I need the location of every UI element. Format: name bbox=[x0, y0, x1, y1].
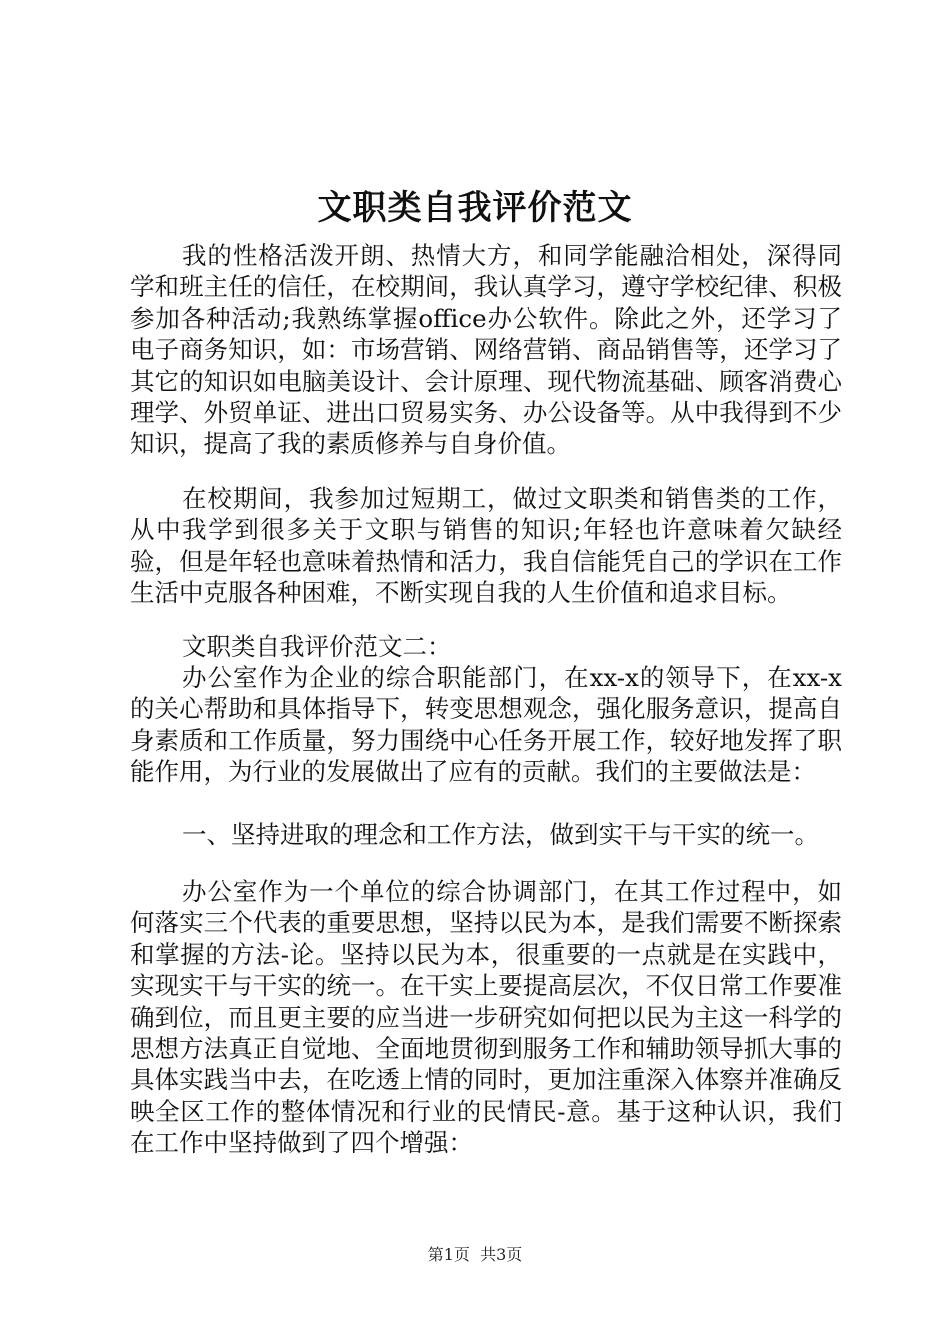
page-total: 共3页 bbox=[480, 1245, 523, 1264]
page-number: 第1页 bbox=[427, 1245, 470, 1264]
page-footer bbox=[0, 1244, 950, 1266]
paragraph-coordination: 办公室作为一个单位的综合协调部门，在其工作过程中，如何落实三个代表的重要思想，坚持以民为本，是我们需要不断探索和掌握的方法-论。坚持以民为本，很重要的一点就是在实践中，实现实干与干实的统一。在干实上要提高层次，不仅日常工作要准确到位，而且更主要的应当进一步研究如何把以民为主这一科学的思想方法真正自觉地、全面地贯彻到服务工作和辅助领导抓大事的具体实践当中去，在吃透上情的同时，更加注重深入体察并准确反映全区工作的整体情况和行业的民情民-意。基于这种认识，我们在工作中坚持做到了四个增强： bbox=[130, 877, 842, 1158]
paragraph-work-experience: 在校期间，我参加过短期工，做过文职类和销售类的工作，从中我学到很多关于文职与销售的知识;年轻也许意味着欠缺经验，但是年轻也意味着热情和活力，我自信能凭自己的学识在工作生活中克服各种困难，不断实现自我的人生价值和追求目标。 bbox=[130, 484, 842, 608]
paragraph-office-role: 办公室作为企业的综合职能部门，在xx-x的领导下，在xx-x的关心帮助和具体指导下，转变思想观念，强化服务意识，提高自身素质和工作质量，努力围绕中心任务开展工作，较好地发挥了职能作用，为行业的发展做出了应有的贡献。我们的主要做法是： bbox=[130, 663, 842, 787]
document-title: 文职类自我评价范文 bbox=[317, 188, 633, 228]
section-heading-second-sample: 文职类自我评价范文二： bbox=[182, 632, 452, 661]
point-one-heading: 一、坚持进取的理念和工作方法，做到实干与干实的统一。 bbox=[182, 820, 819, 849]
paragraph-self-intro: 我的性格活泼开朗、热情大方，和同学能融洽相处，深得同学和班主任的信任，在校期间，我认真学习，遵守学校纪律、积极参加各种活动;我熟练掌握office办公软件。除此之外，还学习了电子商务知识，如：市场营销、网络营销、商品销售等，还学习了其它的知识如电脑美设计、会计原理、现代物流基础、顾客消费心理学、外贸单证、进出口贸易实务、办公设备等。从中我得到不少知识，提高了我的素质修养与自身价值。 bbox=[130, 241, 842, 459]
